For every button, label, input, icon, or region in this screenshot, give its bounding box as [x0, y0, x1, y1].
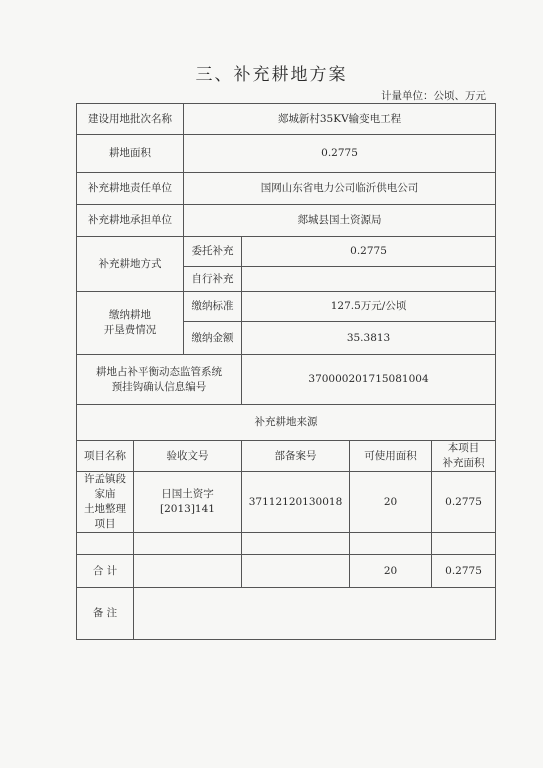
empty-cell	[77, 533, 134, 555]
source-section-title: 补充耕地来源	[77, 405, 496, 441]
source-record-number: 37112120130018	[242, 472, 350, 533]
header-project-name: 项目名称	[77, 441, 134, 472]
fee-label-line1: 缴纳耕地	[109, 309, 151, 321]
self-value	[242, 267, 496, 292]
source-this-area: 0.2775	[432, 472, 496, 533]
method-label: 补充耕地方式	[77, 237, 184, 292]
table-row	[77, 135, 496, 173]
standard-value: 127.5万元/公顷	[242, 292, 496, 322]
empty-cell	[350, 533, 432, 555]
table-row	[77, 555, 496, 588]
header-this-project-area-line2: 补充面积	[442, 457, 485, 469]
unit-note: 计量单位：公顷、万元	[381, 90, 486, 102]
table-row	[77, 355, 496, 405]
header-this-project-area-line1: 本项目	[447, 442, 480, 454]
standard-label: 缴纳标准	[184, 292, 242, 322]
table-row	[77, 588, 496, 640]
responsible-unit-label: 补充耕地责任单位	[77, 173, 184, 205]
table-row	[77, 292, 496, 322]
system-code-value: 370000201715081004	[242, 355, 496, 405]
table-row	[77, 104, 496, 135]
area-value: 0.2775	[184, 135, 496, 173]
header-available-area: 可使用面积	[350, 441, 432, 472]
source-project-name-line1: 许孟镇段家庙	[84, 473, 126, 500]
amount-label: 缴纳金额	[184, 322, 242, 355]
empty-cell	[242, 555, 350, 588]
table-row	[77, 533, 496, 555]
table-row	[77, 441, 496, 472]
self-label: 自行补充	[184, 267, 242, 292]
table-row	[77, 173, 496, 205]
total-available-area: 20	[350, 555, 432, 588]
notes-value	[134, 588, 496, 640]
total-this-area: 0.2775	[432, 555, 496, 588]
notes-label: 备 注	[77, 588, 134, 640]
responsible-unit-value: 国网山东省电力公司临沂供电公司	[184, 173, 496, 205]
header-record-number: 部备案号	[242, 441, 350, 472]
table-row	[77, 472, 496, 533]
entrusted-value: 0.2775	[242, 237, 496, 267]
fee-label-line2: 开垦费情况	[103, 324, 157, 336]
empty-cell	[432, 533, 496, 555]
empty-cell	[242, 533, 350, 555]
batch-name-value: 郯城新村35KV输变电工程	[184, 104, 496, 135]
table-row	[77, 405, 496, 441]
table-row	[77, 237, 496, 267]
total-label: 合 计	[77, 555, 134, 588]
source-doc-number	[134, 472, 242, 533]
header-doc-number: 验收文号	[134, 441, 242, 472]
batch-name-label: 建设用地批次名称	[77, 104, 184, 135]
plan-table	[76, 103, 496, 640]
page-title: 三、补充耕地方案	[195, 65, 348, 85]
source-doc-number-line2: [2013]141	[160, 503, 215, 515]
undertaking-unit-value: 郯城县国土资源局	[184, 205, 496, 237]
header-this-project-area	[432, 441, 496, 472]
source-project-name-line2: 土地整理项目	[84, 503, 126, 530]
source-doc-number-line1: 日国土资字	[161, 488, 214, 500]
undertaking-unit-label: 补充耕地承担单位	[77, 205, 184, 237]
table-row	[77, 205, 496, 237]
area-label: 耕地面积	[77, 135, 184, 173]
system-code-label	[77, 355, 242, 405]
fee-label	[77, 292, 184, 355]
system-code-label-line1: 耕地占补平衡动态监管系统	[96, 365, 222, 378]
empty-cell	[134, 533, 242, 555]
system-code-label-line2: 预挂钩确认信息编号	[111, 380, 207, 393]
source-available-area: 20	[350, 472, 432, 533]
source-project-name	[77, 472, 134, 533]
entrusted-label: 委托补充	[184, 237, 242, 267]
empty-cell	[134, 555, 242, 588]
amount-value: 35.3813	[242, 322, 496, 355]
